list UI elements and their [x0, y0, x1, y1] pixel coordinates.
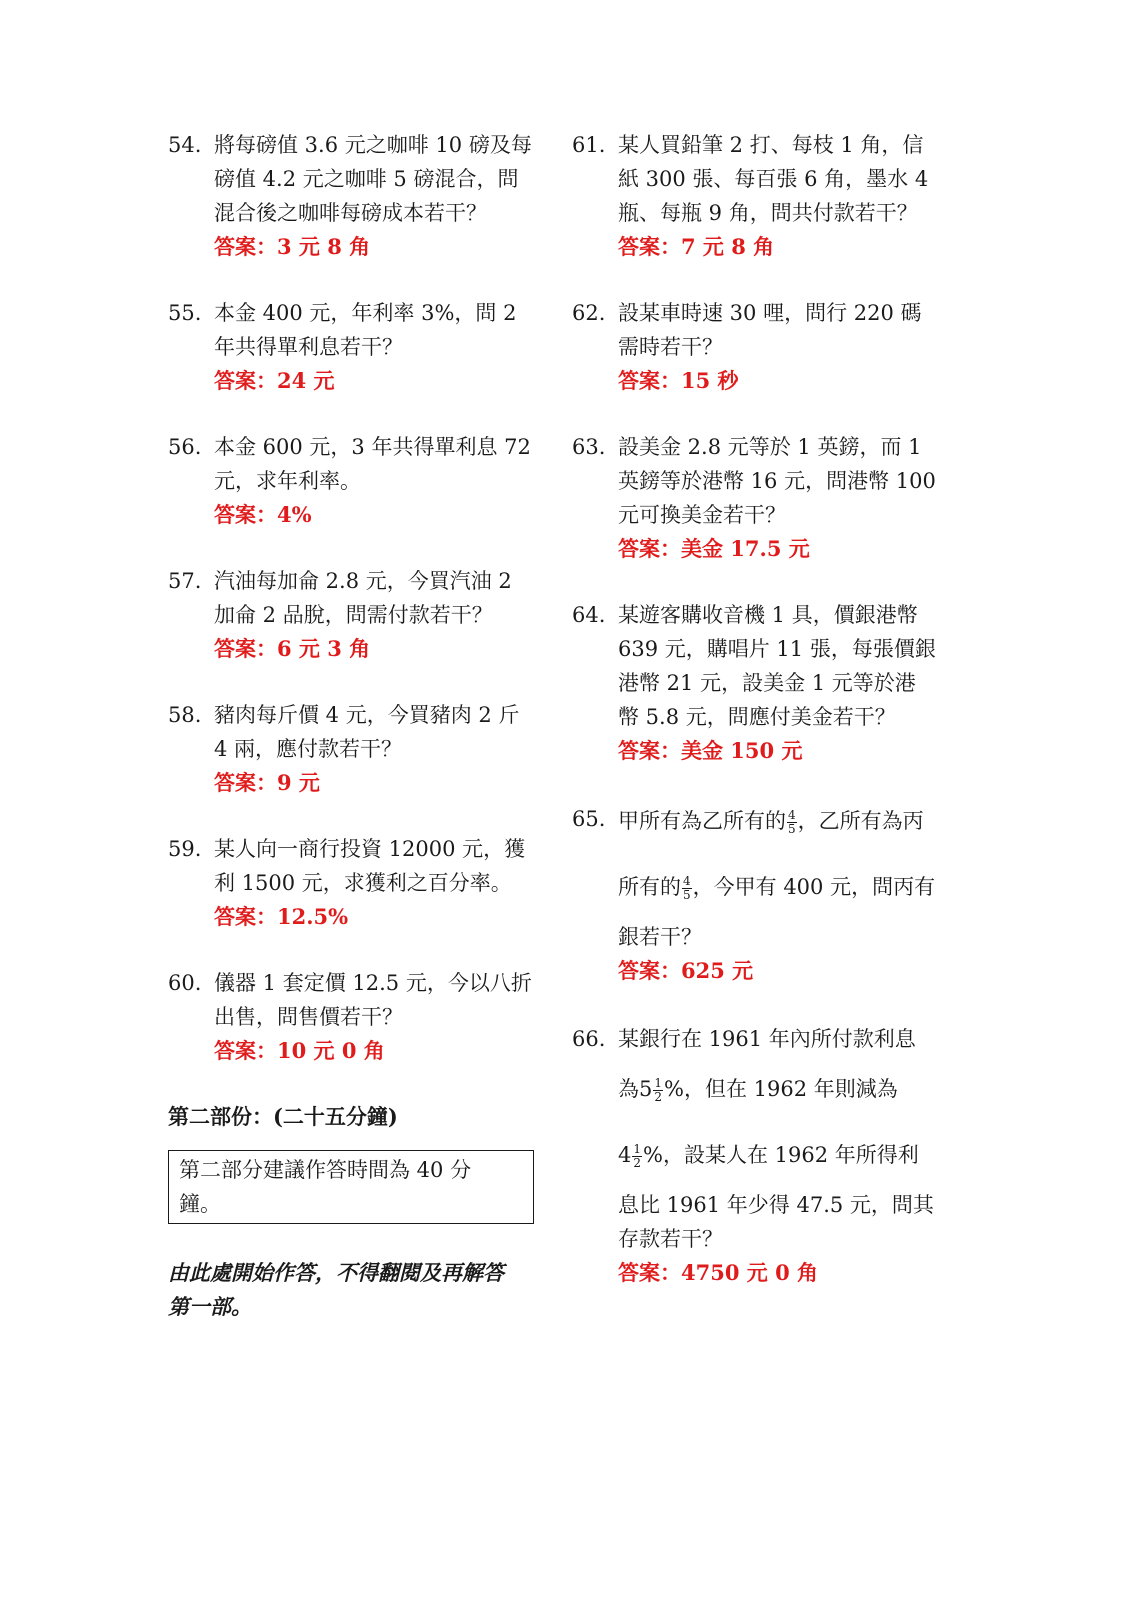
- question-text-line: 元可換美金若干？: [618, 503, 786, 527]
- question-text-line: 本金 600 元，3 年共得單利息 72: [214, 435, 531, 459]
- question-text-line: 需時若干？: [618, 335, 723, 359]
- question-text-line: 瓶、每瓶 9 角，問共付款若干？: [618, 201, 918, 225]
- answer: 答案：4%: [214, 502, 312, 527]
- instruction-text: [168, 1256, 548, 1324]
- question-text-line: 儀器 1 套定價 12.5 元，今以八折: [214, 971, 532, 995]
- question-number: 56.: [168, 435, 202, 459]
- question-text-line: 幣 5.8 元，問應付美金若干？: [618, 705, 896, 729]
- question-text-line: 將每磅值 3.6 元之咖啡 10 磅及每: [214, 133, 532, 157]
- question-text-line: 年共得單利息若干？: [214, 335, 403, 359]
- instruction-line: 由此處開始作答，不得翻閱及再解答: [168, 1260, 504, 1285]
- answer: 答案：4750 元 0 角: [618, 1260, 818, 1285]
- answer: 答案：9 元: [214, 770, 320, 795]
- question-text-line: 出售，問售價若干？: [214, 1005, 403, 1029]
- question-number: 57.: [168, 569, 202, 593]
- question-54: [168, 128, 548, 264]
- fraction: $\frac{1}{2}$: [633, 1142, 642, 1170]
- question-text-line: 加侖 2 品脫，問需付款若干？: [214, 603, 493, 627]
- question-text-line: 豬肉每斤價 4 元，今買豬肉 2 斤: [214, 703, 520, 727]
- question-number: 65.: [572, 807, 606, 831]
- answer: 答案：24 元: [214, 368, 335, 393]
- answer: 答案：12.5%: [214, 904, 349, 929]
- question-text-line: 港幣 21 元，設美金 1 元等於港: [618, 671, 916, 695]
- section-title: 第二部份：(二十五分鐘): [168, 1104, 398, 1129]
- question-text-line: 4 兩，應付款若干？: [214, 737, 403, 761]
- answer: 答案：6 元 3 角: [214, 636, 371, 661]
- question-text-line: 利 1500 元，求獲利之百分率。: [214, 871, 512, 895]
- answer: 答案：美金 17.5 元: [618, 536, 810, 561]
- answer: 答案：3 元 8 角: [214, 234, 371, 259]
- question-58: [168, 698, 548, 800]
- question-62: [572, 296, 962, 398]
- question-number: 59.: [168, 837, 202, 861]
- answer: 答案：15 秒: [618, 368, 739, 393]
- left-column: [168, 128, 548, 1324]
- question-56: [168, 430, 548, 532]
- answer: 答案：10 元 0 角: [214, 1038, 385, 1063]
- question-number: 55.: [168, 301, 202, 325]
- question-text-line: 某遊客購收音機 1 具，價銀港幣: [618, 603, 918, 627]
- question-text-line: 設美金 2.8 元等於 1 英鎊，而 1: [618, 435, 922, 459]
- question-text-line: 設某車時速 30 哩，問行 220 碼: [618, 301, 922, 325]
- question-number: 66.: [572, 1027, 606, 1051]
- question-text-line: 某人買鉛筆 2 打、每枝 1 角，信: [618, 133, 924, 157]
- note-line: 第二部分建議作答時間為 40 分: [179, 1158, 472, 1182]
- question-55: [168, 296, 548, 398]
- question-64: [572, 598, 962, 768]
- question-66: 66. 某銀行在 1961 年內所付款利息 為5 $\frac{1}{2}$ %，但在 1962 年則減為 4 $\frac{1}{2}$ %，設某人在 1962 年所得利 息比 1961 年少得 47.5 元，問其 存款若干？ 答案：4750 元 0 角: [572, 1022, 962, 1290]
- question-text-line: 某人向一商行投資 12000 元，獲: [214, 837, 526, 861]
- answer: 答案：美金 150 元: [618, 738, 803, 763]
- question-63: [572, 430, 962, 566]
- question-text-line: 英鎊等於港幣 16 元，問港幣 100: [618, 469, 936, 493]
- fraction: $\frac{1}{2}$: [654, 1076, 663, 1104]
- question-text-line: 混合後之咖啡每磅成本若干？: [214, 201, 487, 225]
- question-number: 61.: [572, 133, 606, 157]
- answer: 答案：625 元: [618, 958, 754, 983]
- question-text-line: 汽油每加侖 2.8 元，今買汽油 2: [214, 569, 512, 593]
- question-61: [572, 128, 962, 264]
- question-number: 54.: [168, 133, 202, 157]
- question-text-line: 本金 400 元，年利率 3%，問 2: [214, 301, 517, 325]
- question-text-line: 磅值 4.2 元之咖啡 5 磅混合，問: [214, 167, 519, 191]
- question-number: 64.: [572, 603, 606, 627]
- note-box: [168, 1150, 534, 1224]
- right-column: [572, 128, 962, 1290]
- note-line: 鐘。: [179, 1192, 221, 1216]
- question-text-line: 元，求年利率。: [214, 469, 361, 493]
- fraction: $\frac{4}{5}$: [683, 874, 691, 902]
- instruction-line: 第一部。: [168, 1294, 252, 1319]
- question-text-line: 紙 300 張、每百張 6 角，墨水 4: [618, 167, 929, 191]
- question-number: 62.: [572, 301, 606, 325]
- question-text-line: 639 元，購唱片 11 張，每張價銀: [618, 637, 936, 661]
- question-60: [168, 966, 548, 1068]
- answer: 答案：7 元 8 角: [618, 234, 775, 259]
- question-number: 60.: [168, 971, 202, 995]
- question-59: [168, 832, 548, 934]
- question-number: 58.: [168, 703, 202, 727]
- question-number: 63.: [572, 435, 606, 459]
- fraction: $\frac{4}{5}$: [788, 808, 796, 836]
- question-65: 65. 甲所有為乙所有的 $\frac{4}{5}$ ，乙所有為丙 所有的 $\frac{4}{5}$ ，今甲有 400 元，問丙有 銀若干？ 答案：625 元: [572, 802, 962, 988]
- question-57: [168, 564, 548, 666]
